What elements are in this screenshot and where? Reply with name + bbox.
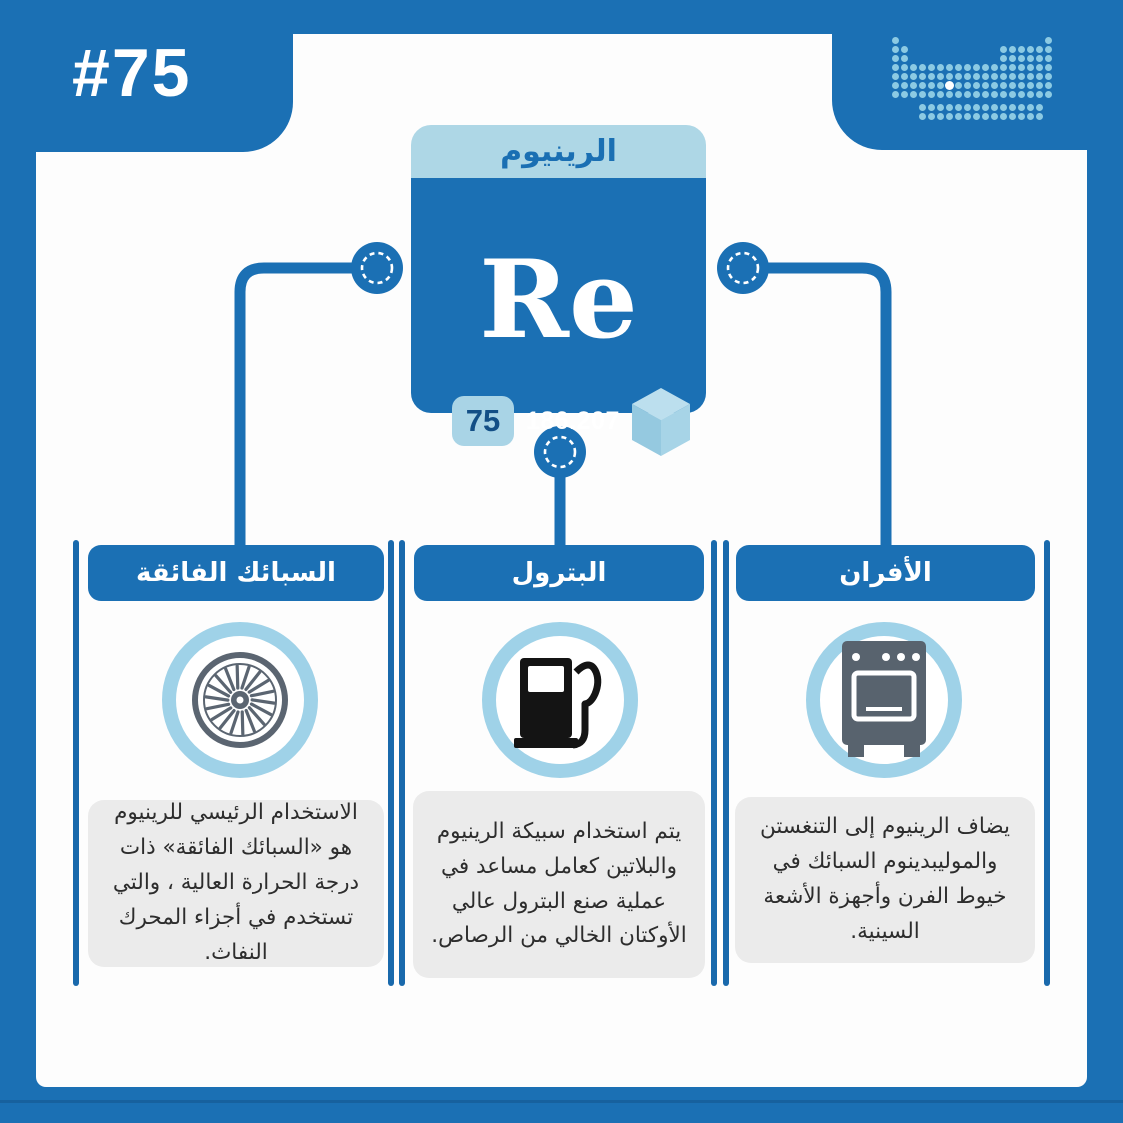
element-card [411,125,706,438]
atomic-number-badge: 75 [452,396,514,446]
element-name: الرينيوم [500,134,617,169]
atomic-mass: 186.207 [526,407,620,435]
card-description-furnaces: يضاف الرينيوم إلى التنغستن والموليبدينوم السبائك في خيوط الفرن وأجهزة الأشعة السينية. [735,797,1035,963]
connector-node-left [351,242,403,294]
card-title-superalloys: السبائك الفائقة [88,545,384,601]
element-symbol: Re [479,237,638,363]
turbine-icon [188,648,292,752]
petroleum-icon-circle [482,622,638,778]
fuel-pump-icon [514,650,606,750]
card-title-furnaces: الأفران [736,545,1035,601]
furnaces-icon-circle [806,622,962,778]
card-title-petroleum: البترول [414,545,704,601]
element-number-badge: #75 [72,35,192,111]
cube-icon [632,388,690,456]
oven-icon [834,641,934,759]
card-description-petroleum: يتم استخدام سبيكة الرينيوم والبلاتين كعامل مساعد في عملية صنع البترول عالي الأوكتان الخالي من الرصاص. [413,791,705,978]
card-description-superalloys: الاستخدام الرئيسي للرينيوم هو «السبائك الفائقة» ذات درجة الحرارة العالية ، والتي تستخدم في أجزاء المحرك النفاث. [88,800,384,967]
element-card-body [411,178,706,438]
superalloys-icon-circle [162,622,318,778]
element-card-header [411,125,706,178]
connector-node-right [717,242,769,294]
